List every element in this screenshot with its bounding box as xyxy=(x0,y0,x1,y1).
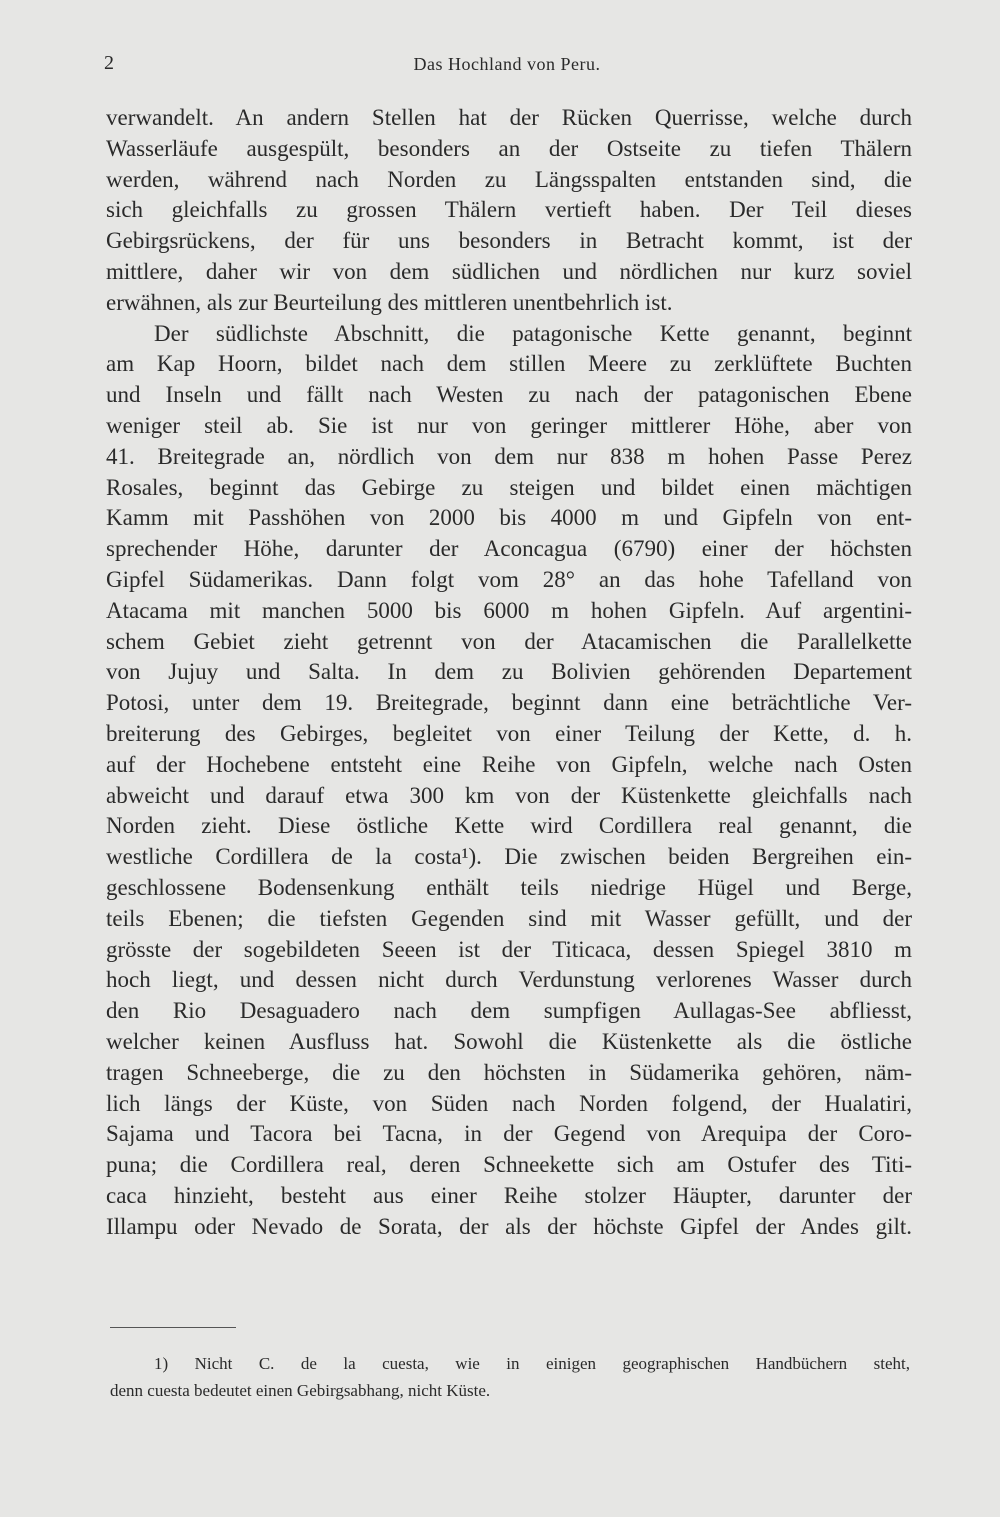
text-line: erwähnen, als zur Beurteilung des mittleren unentbehrlich ist. xyxy=(106,289,673,315)
text-line: Illampu oder Nevado de Sorata, der als der höchste Gipfel der Andes gilt. xyxy=(106,1213,912,1239)
running-title: Das Hochland von Peru. xyxy=(413,54,601,74)
text-line: abweicht und darauf etwa 300 km von der Küstenkette gleichfalls nach xyxy=(106,782,912,808)
text-line: mittlere, daher wir von dem südlichen und nördlichen nur kurz soviel xyxy=(106,258,912,284)
text-line: am Kap Hoorn, bildet nach dem stillen Meere zu zerklüftete Buchten xyxy=(106,351,912,377)
page-number: 2 xyxy=(104,52,114,74)
text-line: breiterung des Gebirges, begleitet von einer Teilung der Kette, d. h. xyxy=(106,720,912,746)
footnotes xyxy=(110,1350,910,1404)
text-line: Wasserläufe ausgespült, besonders an der Ostseite zu tiefen Thälern xyxy=(106,135,912,161)
text-line: grösste der sogebildeten Seeen ist der Titicaca, dessen Spiegel 3810 m xyxy=(106,936,912,962)
text-line: 41. Breitegrade an, nördlich von dem nur 838 m hohen Passe Perez xyxy=(106,443,912,469)
text-line: sich gleichfalls zu grossen Thälern vertieft haben. Der Teil dieses xyxy=(106,197,912,223)
body-text xyxy=(106,103,912,1242)
text-line: lich längs der Küste, von Süden nach Norden folgend, der Hualatiri, xyxy=(106,1090,912,1116)
text-line: caca hinzieht, besteht aus einer Reihe stolzer Häupter, darunter der xyxy=(106,1182,912,1208)
text-line: auf der Hochebene entsteht eine Reihe von Gipfeln, welche nach Osten xyxy=(106,751,912,777)
text-line: sprechender Höhe, darunter der Aconcagua (6790) einer der höchsten xyxy=(106,536,912,562)
text-line: Rosales, beginnt das Gebirge zu steigen und bildet einen mächtigen xyxy=(106,474,912,500)
text-line: von Jujuy und Salta. In dem zu Bolivien gehörenden Departement xyxy=(106,659,912,685)
text-line: Gipfel Südamerikas. Dann folgt vom 28° an das hohe Tafelland von xyxy=(106,566,912,592)
footnote-divider xyxy=(110,1327,236,1328)
footnote-line: denn cuesta bedeutet einen Gebirgsabhang, nicht Küste. xyxy=(110,1381,491,1400)
text-line: den Rio Desaguadero nach dem sumpfigen Aullagas-See abfliesst, xyxy=(106,998,912,1024)
text-line: geschlossene Bodensenkung enthält teils niedrige Hügel und Berge, xyxy=(106,874,912,900)
text-line: puna; die Cordillera real, deren Schneekette sich am Ostufer des Titi- xyxy=(106,1152,912,1178)
page-header xyxy=(104,52,910,82)
text-line: und Inseln und fällt nach Westen zu nach der patagonischen Ebene xyxy=(106,382,912,408)
text-line: schem Gebiet zieht getrennt von der Atacamischen die Parallelkette xyxy=(106,628,912,654)
text-line: hoch liegt, und dessen nicht durch Verdunstung verlorenes Wasser durch xyxy=(106,967,912,993)
text-line: westliche Cordillera de la costa¹). Die zwischen beiden Bergreihen ein- xyxy=(106,844,912,870)
text-line: Gebirgsrückens, der für uns besonders in Betracht kommt, ist der xyxy=(106,228,912,254)
text-line: Sajama und Tacora bei Tacna, in der Gegend von Arequipa der Coro- xyxy=(106,1121,912,1147)
text-line: weniger steil ab. Sie ist nur von geringer mittlerer Höhe, aber von xyxy=(106,412,912,438)
text-line: Potosi, unter dem 19. Breitegrade, beginnt dann eine beträchtliche Ver- xyxy=(106,690,912,716)
text-line: werden, während nach Norden zu Längsspalten entstanden sind, die xyxy=(106,166,912,192)
text-line: verwandelt. An andern Stellen hat der Rücken Querrisse, welche durch xyxy=(106,105,912,130)
text-line: Atacama mit manchen 5000 bis 6000 m hohen Gipfeln. Auf argentini- xyxy=(106,597,912,623)
text-line: tragen Schneeberge, die zu den höchsten in Südamerika gehören, näm- xyxy=(106,1059,912,1085)
text-line: welcher keinen Ausfluss hat. Sowohl die Küstenkette als die östliche xyxy=(106,1028,912,1054)
text-line: teils Ebenen; die tiefsten Gegenden sind mit Wasser gefüllt, und der xyxy=(106,905,912,931)
text-line: Norden zieht. Diese östliche Kette wird Cordillera real genannt, die xyxy=(106,813,912,839)
text-line: Der südlichste Abschnitt, die patagonische Kette genannt, beginnt xyxy=(154,320,912,346)
text-line: Kamm mit Passhöhen von 2000 bis 4000 m und Gipfeln von ent- xyxy=(106,505,912,531)
footnote-line: 1) Nicht C. de la cuesta, wie in einigen geographischen Handbüchern steht, xyxy=(154,1354,910,1373)
